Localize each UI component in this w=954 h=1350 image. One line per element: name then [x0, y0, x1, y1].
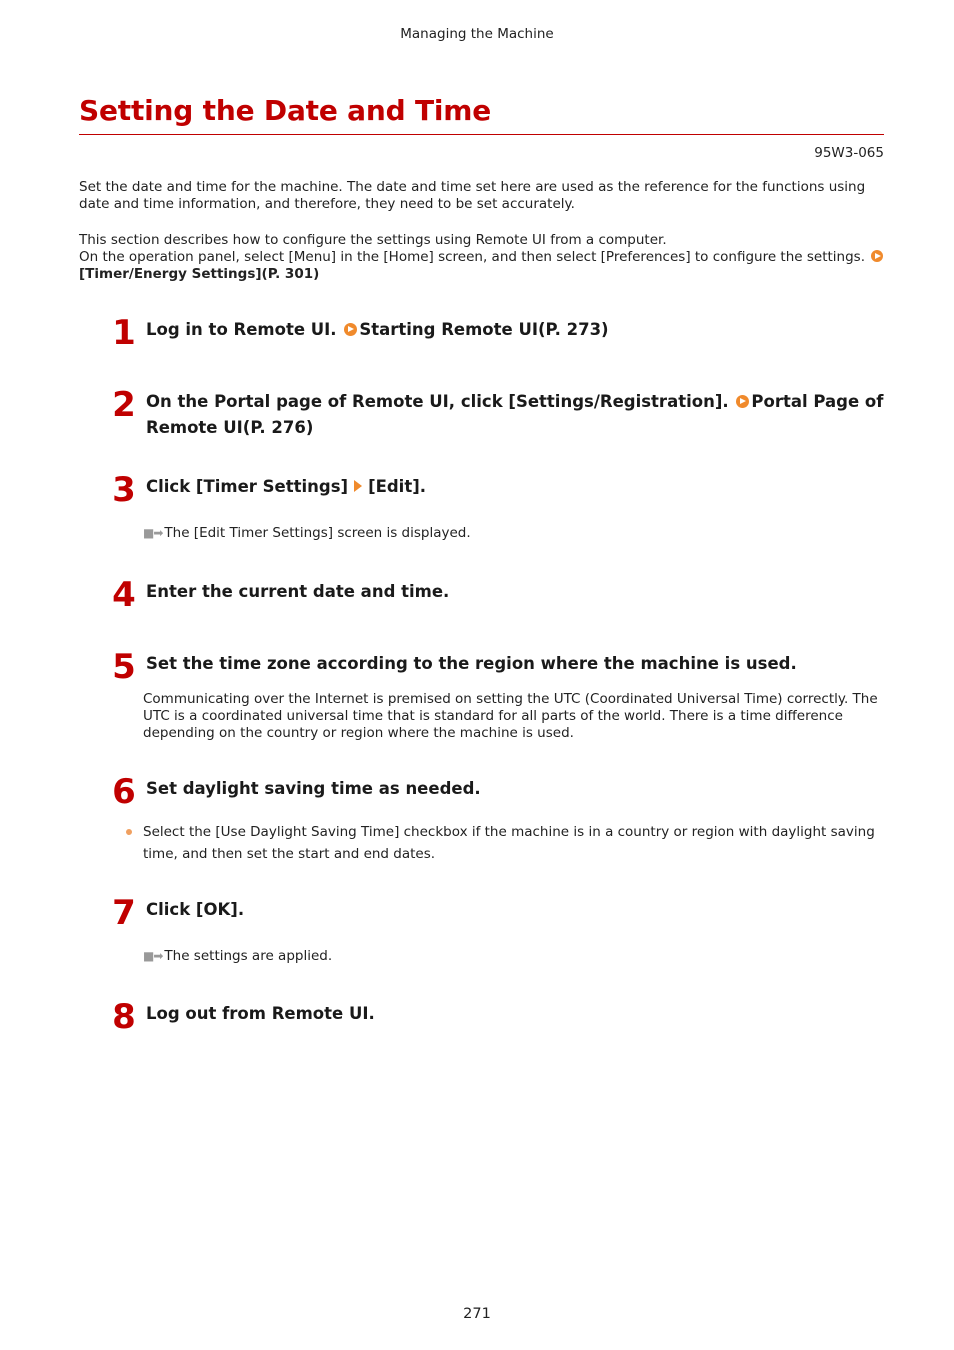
step-3-result	[143, 525, 471, 541]
step-6-bullet-line-1: Select the [Use Daylight Saving Time] checkbox if the machine is in a country or region with daylight saving	[143, 824, 875, 840]
step-number-6: 6	[112, 772, 136, 812]
step-number-1: 1	[112, 313, 136, 353]
running-header: Managing the Machine	[400, 26, 554, 42]
intro-paragraph-1	[79, 179, 884, 213]
menu-arrow-icon	[354, 480, 362, 492]
link-arrow-icon[interactable]	[344, 323, 357, 336]
step-2-instruction: On the Portal page of Remote UI, click [Settings/Registration].	[146, 392, 729, 411]
step-8-text: Log out from Remote UI.	[146, 1004, 375, 1023]
step-number-5: 5	[112, 647, 136, 687]
step-number-7: 7	[112, 893, 136, 933]
step-1-instruction: Log in to Remote UI.	[146, 320, 337, 339]
step-5-desc-line-3: depending on the country or region where the machine is used.	[143, 725, 574, 741]
step-6-bullet	[143, 821, 883, 865]
bullet-icon	[126, 829, 132, 835]
step-3-text	[146, 474, 876, 500]
step-6-text: Set daylight saving time as needed.	[146, 779, 481, 798]
step-number-3: 3	[112, 470, 136, 510]
intro-p1-line-1: Set the date and time for the machine. The date and time set here are used as the reference for the functions using	[79, 179, 866, 195]
result-arrow-icon: ■➡	[143, 949, 163, 963]
link-arrow-icon[interactable]	[871, 250, 883, 262]
step-2-text	[146, 389, 884, 441]
step-3-result-text: The [Edit Timer Settings] screen is displayed.	[164, 525, 471, 541]
step-1-text	[146, 317, 876, 343]
intro-paragraph-2	[79, 232, 884, 283]
step-3-instruction-part-1: Click [Timer Settings]	[146, 477, 349, 496]
step-4-text: Enter the current date and time.	[146, 582, 450, 601]
intro-p1-line-2: date and time information, and therefore, they need to be set accurately.	[79, 196, 575, 212]
step-number-4: 4	[112, 575, 136, 615]
step-number-2: 2	[112, 385, 136, 425]
step-7-text: Click [OK].	[146, 900, 245, 919]
intro-p2-line-1: This section describes how to configure the settings using Remote UI from a computer.	[79, 232, 667, 248]
intro-p2-line-2	[79, 249, 884, 266]
starting-remote-ui-link[interactable]: Starting Remote UI(P. 273)	[359, 320, 609, 339]
portal-page-link-part-2[interactable]: Remote UI(P. 276)	[146, 418, 314, 437]
link-arrow-icon[interactable]	[736, 395, 749, 408]
intro-p2-text: On the operation panel, select [Menu] in the [Home] screen, and then select [Preferences] to configure the settings.	[79, 249, 866, 265]
step-7-result	[143, 948, 332, 964]
step-6-bullet-line-2: time, and then set the start and end dates.	[143, 846, 436, 862]
portal-page-link-part-1[interactable]: Portal Page of	[751, 392, 884, 411]
step-5-desc-line-2: UTC is a coordinated universal time that is standard for all parts of the world. There is a time difference	[143, 708, 843, 724]
step-5-description	[143, 691, 883, 742]
page-number: 271	[463, 1306, 491, 1322]
step-3-instruction-part-2: [Edit].	[368, 477, 427, 496]
document-id: 95W3-065	[814, 145, 884, 161]
step-number-8: 8	[112, 997, 136, 1037]
title-divider	[79, 134, 884, 135]
result-arrow-icon: ■➡	[143, 526, 163, 540]
step-7-result-text: The settings are applied.	[164, 948, 333, 964]
step-5-desc-line-1: Communicating over the Internet is premised on setting the UTC (Coordinated Universal Time) correctly. The	[143, 691, 878, 707]
page-title: Setting the Date and Time	[79, 94, 492, 127]
step-5-text: Set the time zone according to the region where the machine is used.	[146, 654, 797, 673]
timer-energy-settings-link[interactable]: [Timer/Energy Settings](P. 301)	[79, 266, 320, 282]
